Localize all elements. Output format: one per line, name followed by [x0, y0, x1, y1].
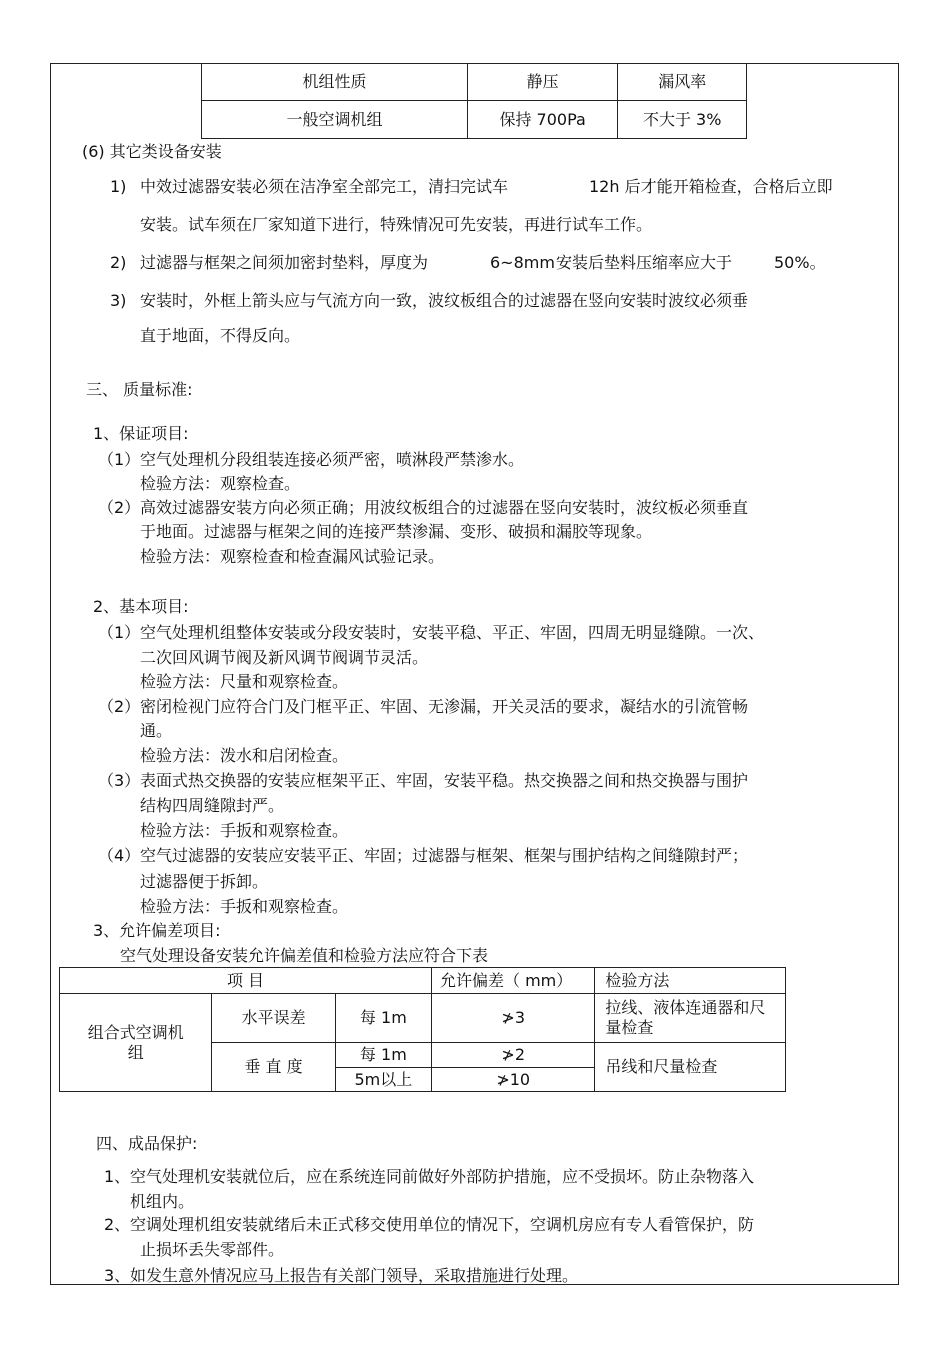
- header-deviation: 允许偏差（ mm）: [431, 968, 594, 994]
- deviation-title: 3、允许偏差项目:: [93, 921, 221, 940]
- item-text: 空调处理机组安装就绪后未正式移交使用单位的情况下，空调机房应有专人看管保护，防: [130, 1215, 755, 1234]
- item-number: （2）: [98, 498, 141, 517]
- item-text: 结构四周缝隙封严。: [140, 796, 285, 815]
- header-unit-type: 机组性质: [202, 64, 468, 101]
- row-spec: 5m以上: [335, 1068, 431, 1092]
- row-value: ≯2: [431, 1043, 594, 1068]
- item-text: 过滤器与框架之间须加密封垫料，厚度为: [140, 253, 429, 272]
- item-number: 1): [110, 177, 127, 196]
- item-text: 如发生意外情况应马上报告有关部门领导，采取措施进行处理。: [130, 1266, 579, 1285]
- header-static-pressure: 静压: [467, 64, 618, 101]
- row-method: 拉线、液体连通器和尺量检查: [595, 994, 786, 1043]
- item-text: 二次回风调节阀及新风调节阀调节灵活。: [140, 648, 429, 667]
- protection-title: 四、成品保护:: [96, 1134, 198, 1153]
- item-text: 高效过滤器安装方向必须正确；用波纹板组合的过滤器在竖向安装时，波纹板必须垂直: [140, 498, 749, 517]
- item-text: 空气处理机组整体安装或分段安装时，安装平稳、平正、牢固，四周无明显缝隙。一次、: [140, 623, 765, 642]
- row-method: 吊线和尺量检查: [595, 1043, 786, 1092]
- item-text: 通。: [140, 721, 173, 740]
- header-leak-rate: 漏风率: [618, 64, 747, 101]
- item-number: （4）: [98, 846, 141, 865]
- item-text: 空气过滤器的安装应安装平正、牢固；过滤器与框架、框架与围护结构之间缝隙封严；: [140, 846, 749, 865]
- item-number: 3、: [104, 1266, 131, 1285]
- cell-leak-rate: 不大于 3%: [618, 101, 747, 139]
- item-text: 表面式热交换器的安装应框架平正、牢固，安装平稳。热交换器之间和热交换器与围护: [140, 771, 749, 790]
- item-text: 空气处理机安装就位后，应在系统连同前做好外部防护措施，应不受损坏。防止杂物落入: [130, 1167, 755, 1186]
- item-text: 中效过滤器安装必须在洁净室全部完工，清扫完试车: [140, 177, 509, 196]
- cell-static-pressure: 保持 700Pa: [467, 101, 618, 139]
- item-number: 3): [110, 291, 127, 310]
- check-method: 检验方法：泼水和启闭检查。: [140, 746, 349, 765]
- row-value: ≯10: [431, 1068, 594, 1092]
- cell-unit-type: 一般空调机组: [202, 101, 468, 139]
- item-text: 过滤器便于拆卸。: [140, 872, 269, 891]
- item-text: 50%。: [774, 253, 826, 272]
- basic-title: 2、基本项目:: [93, 597, 189, 616]
- item-text: 安装时，外框上箭头应与气流方向一致，波纹板组合的过滤器在竖向安装时波纹必须垂: [140, 291, 749, 310]
- check-method: 检验方法：手扳和观察检查。: [140, 897, 349, 916]
- row-value: ≯3: [431, 994, 594, 1043]
- item-number: （1）: [98, 450, 141, 469]
- item-text: 于地面。过滤器与框架之间的连接严禁渗漏、变形、破损和漏胶等现象。: [140, 522, 653, 541]
- deviation-intro: 空气处理设备安装允许偏差值和检验方法应符合下表: [120, 946, 489, 965]
- deviation-table: [59, 967, 786, 1092]
- item-text: 直于地面，不得反向。: [140, 326, 301, 345]
- header-item: 项 目: [60, 968, 432, 994]
- item-number: （3）: [98, 771, 141, 790]
- item-text: 密闭检视门应符合门及门框平正、牢固、无渗漏，开关灵活的要求，凝结水的引流管畅: [140, 697, 749, 716]
- item-number: （1）: [98, 623, 141, 642]
- item-text: 空气处理机分段组装连接必须严密，喷淋段严禁渗水。: [140, 450, 525, 469]
- item-text: 止损坏丢失零部件。: [140, 1240, 285, 1259]
- item-text: 安装。试车须在厂家知道下进行，特殊情况可先安装，再进行试车工作。: [140, 215, 653, 234]
- item-number: （2）: [98, 697, 141, 716]
- group-label: 组合式空调机组: [60, 994, 212, 1092]
- item-number: 2): [110, 253, 127, 272]
- item-text: 12h 后才能开箱检查，合格后立即: [589, 177, 833, 196]
- item-text: 安装后垫料压缩率应大于: [556, 253, 733, 272]
- check-method: 检验方法：观察检查。: [140, 474, 301, 493]
- pressure-table: [201, 63, 747, 139]
- row-item: 水平误差: [212, 994, 335, 1043]
- row-spec: 每 1m: [335, 1043, 431, 1068]
- item-text: 机组内。: [130, 1192, 195, 1211]
- row-item: 垂 直 度: [212, 1043, 335, 1092]
- row-spec: 每 1m: [335, 994, 431, 1043]
- item-text: 6~8mm: [490, 253, 555, 272]
- quality-title: 三、 质量标准:: [86, 380, 193, 399]
- item-number: 2、: [104, 1215, 131, 1234]
- check-method: 检验方法：手扳和观察检查。: [140, 821, 349, 840]
- guarantee-title: 1、保证项目:: [93, 424, 189, 443]
- check-method: 检验方法：尺量和观察检查。: [140, 672, 349, 691]
- check-method: 检验方法：观察检查和检查漏风试验记录。: [140, 547, 445, 566]
- section-6-title: (6) 其它类设备安装: [82, 142, 222, 161]
- item-number: 1、: [104, 1167, 131, 1186]
- header-method: 检验方法: [595, 968, 786, 994]
